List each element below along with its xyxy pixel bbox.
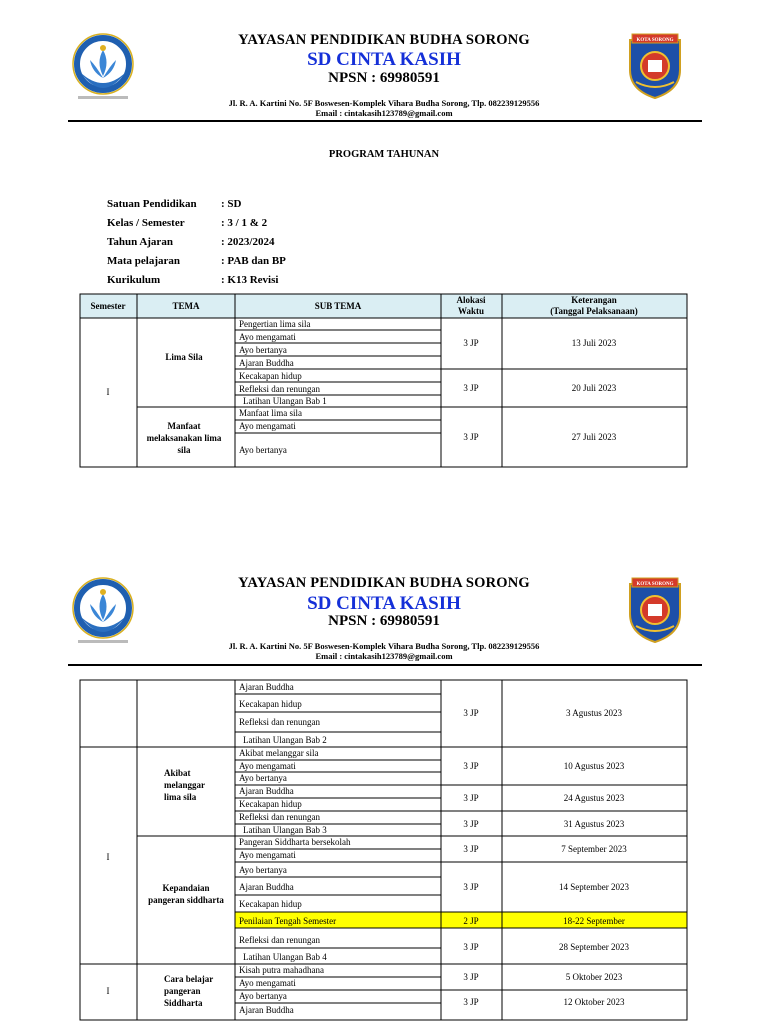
subtheme-cell: Latihan Ulangan Bab 3 bbox=[243, 825, 327, 835]
theme-cell: Akibat bbox=[164, 768, 191, 778]
alokasi-cell: 3 JP bbox=[463, 882, 479, 892]
subtheme-cell: Ayo mengamati bbox=[239, 421, 296, 431]
subtheme-cell: Ayo bertanya bbox=[239, 991, 287, 1001]
theme-cell: sila bbox=[177, 445, 191, 455]
subtheme-cell: Refleksi dan renungan bbox=[239, 812, 320, 822]
subtheme-cell: Kecakapan hidup bbox=[239, 371, 302, 381]
semester-cell: I bbox=[106, 387, 110, 397]
alokasi-cell: 3 JP bbox=[463, 761, 479, 771]
theme-cell: pangeran bbox=[164, 986, 201, 996]
subtheme-cell: Ajaran Buddha bbox=[239, 682, 294, 692]
subtheme-cell: Refleksi dan renungan bbox=[239, 935, 320, 945]
col-header-alokasi: Waktu bbox=[457, 306, 485, 316]
alokasi-cell: 3 JP bbox=[463, 338, 479, 348]
subtheme-cell: Pengertian lima sila bbox=[239, 319, 311, 329]
subtheme-cell: Ajaran Buddha bbox=[239, 358, 294, 368]
date-cell: 20 Juli 2023 bbox=[571, 383, 617, 393]
subtheme-cell: Akibat melanggar sila bbox=[239, 748, 319, 758]
svg-text:KOTA SORONG: KOTA SORONG bbox=[636, 38, 674, 43]
school-name: SD CINTA KASIH bbox=[307, 593, 461, 614]
theme-cell: melanggar bbox=[164, 780, 205, 790]
theme-cell: Lima Sila bbox=[165, 352, 203, 362]
subtheme-cell: Ayo mengamati bbox=[239, 850, 296, 860]
theme-cell: lima sila bbox=[164, 792, 197, 802]
theme-cell: Manfaat bbox=[167, 421, 201, 431]
subtheme-cell: Manfaat lima sila bbox=[239, 408, 302, 418]
email: Email : cintakasih123789@gmail.com bbox=[315, 108, 453, 118]
col-header-semester: Semester bbox=[90, 301, 126, 311]
theme-cell: Kepandaian bbox=[162, 883, 210, 893]
school-name: SD CINTA KASIH bbox=[307, 49, 461, 70]
alokasi-cell: 3 JP bbox=[463, 997, 479, 1007]
subtheme-cell: Ajaran Buddha bbox=[239, 786, 294, 796]
alokasi-cell: 3 JP bbox=[463, 708, 479, 718]
alokasi-cell: 3 JP bbox=[463, 972, 479, 982]
alokasi-cell: 3 JP bbox=[463, 819, 479, 829]
subtheme-cell: Ayo bertanya bbox=[239, 345, 287, 355]
date-cell: 28 September 2023 bbox=[559, 942, 629, 952]
subtheme-cell: Ajaran Buddha bbox=[239, 882, 294, 892]
foundation-name: YAYASAN PENDIDIKAN BUDHA SORONG bbox=[238, 575, 530, 591]
subtheme-cell: Refleksi dan renungan bbox=[239, 384, 320, 394]
date-cell: 10 Agustus 2023 bbox=[563, 761, 625, 771]
npsn: NPSN : 69980591 bbox=[328, 613, 440, 629]
subtheme-cell: Ayo bertanya bbox=[239, 445, 287, 455]
date-cell: 24 Agustus 2023 bbox=[563, 793, 625, 803]
alokasi-cell: 3 JP bbox=[463, 942, 479, 952]
svg-text:KOTA SORONG: KOTA SORONG bbox=[636, 582, 674, 587]
subtheme-cell: Penilaian Tengah Semester bbox=[239, 916, 337, 926]
subtheme-cell: Latihan Ulangan Bab 2 bbox=[243, 735, 327, 745]
date-cell: 18-22 September bbox=[563, 916, 625, 926]
alokasi-cell: 3 JP bbox=[463, 844, 479, 854]
date-cell: 12 Oktober 2023 bbox=[563, 997, 625, 1007]
alokasi-cell: 3 JP bbox=[463, 793, 479, 803]
col-header-alokasi: Alokasi bbox=[456, 295, 486, 305]
theme-cell: Cara belajar bbox=[164, 974, 214, 984]
subtheme-cell: Kisah putra mahadhana bbox=[239, 965, 324, 975]
subtheme-cell: Refleksi dan renungan bbox=[239, 717, 320, 727]
col-header-subtema: SUB TEMA bbox=[314, 301, 362, 311]
subtheme-cell: Pangeran Siddharta bersekolah bbox=[239, 837, 351, 847]
subtheme-cell: Latihan Ulangan Bab 4 bbox=[243, 952, 327, 962]
subtheme-cell: Ayo mengamati bbox=[239, 978, 296, 988]
foundation-name: YAYASAN PENDIDIKAN BUDHA SORONG bbox=[238, 32, 530, 48]
alokasi-cell: 2 JP bbox=[463, 916, 479, 926]
date-cell: 5 Oktober 2023 bbox=[565, 972, 623, 982]
subtheme-cell: Kecakapan hidup bbox=[239, 699, 302, 709]
subtheme-cell: Ajaran Buddha bbox=[239, 1005, 294, 1015]
col-header-keterangan: (Tanggal Pelaksanaan) bbox=[550, 306, 638, 316]
address: Jl. R. A. Kartini No. 5F Boswesen-Komplek Vihara Budha Sorong, Tlp. 082239129556 bbox=[228, 98, 540, 108]
subtheme-cell: Ayo bertanya bbox=[239, 865, 287, 875]
subtheme-cell: Kecakapan hidup bbox=[239, 799, 302, 809]
address: Jl. R. A. Kartini No. 5F Boswesen-Komplek Vihara Budha Sorong, Tlp. 082239129556 bbox=[228, 641, 540, 651]
date-cell: 3 Agustus 2023 bbox=[565, 708, 623, 718]
email: Email : cintakasih123789@gmail.com bbox=[315, 651, 453, 661]
theme-cell: melaksanakan lima bbox=[146, 433, 222, 443]
semester-cell: I bbox=[106, 986, 110, 996]
date-cell: 27 Juli 2023 bbox=[571, 432, 617, 442]
alokasi-cell: 3 JP bbox=[463, 383, 479, 393]
subtheme-cell: Ayo mengamati bbox=[239, 332, 296, 342]
semester-cell: I bbox=[106, 852, 110, 862]
subtheme-cell: Ayo bertanya bbox=[239, 773, 287, 783]
document-title: PROGRAM TAHUNAN bbox=[328, 149, 440, 160]
theme-cell: pangeran siddharta bbox=[148, 895, 224, 905]
subtheme-cell: Ayo mengamati bbox=[239, 761, 296, 771]
theme-cell: Siddharta bbox=[164, 998, 203, 1008]
date-cell: 7 September 2023 bbox=[561, 844, 627, 854]
alokasi-cell: 3 JP bbox=[463, 432, 479, 442]
date-cell: 13 Juli 2023 bbox=[571, 338, 617, 348]
col-header-tema: TEMA bbox=[172, 301, 200, 311]
date-cell: 14 September 2023 bbox=[559, 882, 629, 892]
date-cell: 31 Agustus 2023 bbox=[563, 819, 625, 829]
npsn: NPSN : 69980591 bbox=[328, 70, 440, 86]
subtheme-cell: Kecakapan hidup bbox=[239, 899, 302, 909]
col-header-keterangan: Keterangan bbox=[571, 295, 617, 305]
subtheme-cell: Latihan Ulangan Bab 1 bbox=[243, 396, 327, 406]
